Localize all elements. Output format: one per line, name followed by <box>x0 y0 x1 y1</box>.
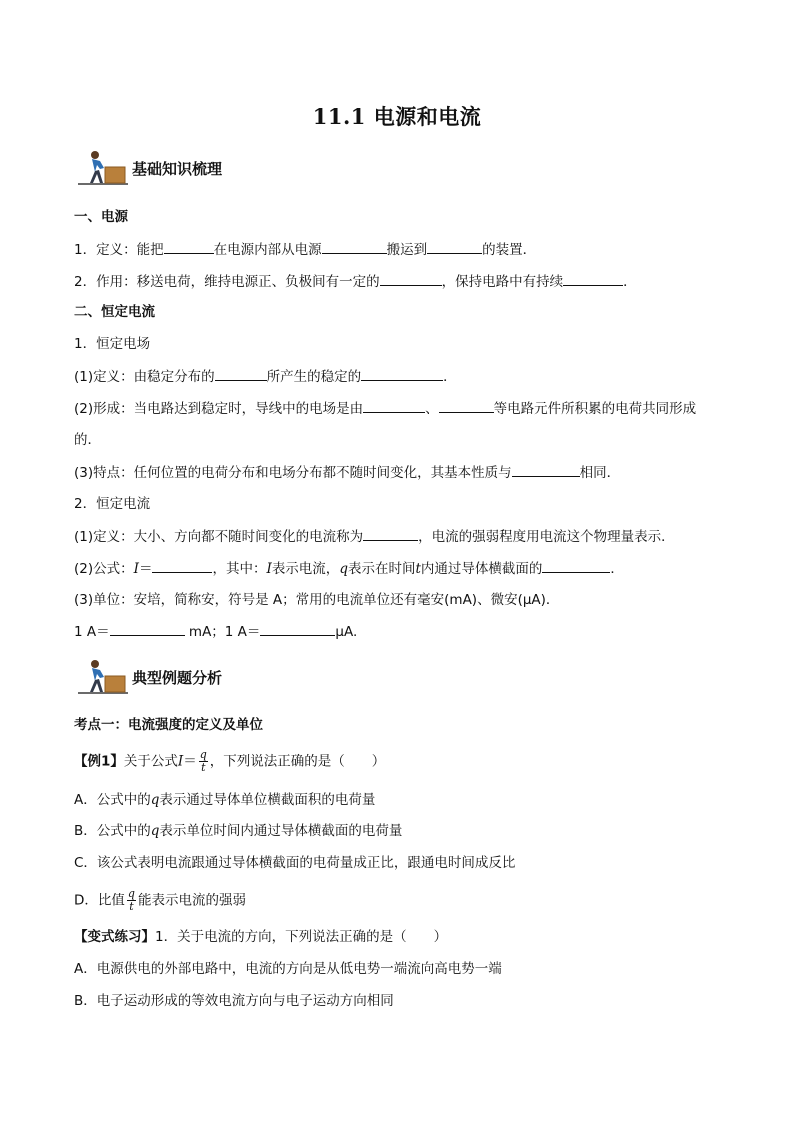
text: 1．关于电流的方向，下列说法正确的是（ ） <box>155 929 448 945</box>
variant-practice-question <box>74 928 447 946</box>
text: 的装置． <box>482 242 537 258</box>
text: ，其中： <box>212 561 267 577</box>
option-d[interactable] <box>74 888 246 913</box>
fill-blank <box>322 240 387 254</box>
text-line <box>74 399 696 418</box>
text: 在电源内部从电源 <box>213 242 322 258</box>
text: 表示电流， <box>271 561 340 577</box>
text-line: 的． <box>74 432 101 448</box>
text: 关于公式 <box>123 753 178 770</box>
subheading-steady-current: 2．恒定电流 <box>74 496 151 512</box>
text: 所产生的稳定的 <box>266 369 362 385</box>
banner-label: 典型例题分析 <box>132 669 223 687</box>
variant-option-b[interactable]: B．电子运动形成的等效电流方向与电子运动方向相同 <box>74 993 394 1009</box>
text: 能表示电流的强弱 <box>137 892 246 909</box>
section-banner-basics <box>78 150 378 186</box>
symbol-q: q <box>150 823 160 839</box>
text: ． <box>623 274 637 290</box>
text: 、 <box>425 401 439 417</box>
numerator: q <box>199 748 207 761</box>
text: (2)形成：当电路达到稳定时，导线中的电场是由 <box>74 401 364 417</box>
text: (1)定义：由稳定分布的 <box>74 369 215 385</box>
symbol-t: t <box>415 561 421 577</box>
fill-blank <box>427 240 482 254</box>
person-pushing-box-icon <box>78 150 130 186</box>
option-a[interactable] <box>74 791 375 809</box>
text: (3)特点：任何位置的电荷分布和电场分布都不随时间变化，其基本性质与 <box>74 465 512 481</box>
text: 表示通过导体单位横截面积的电荷量 <box>159 792 376 808</box>
symbol-I: I <box>133 561 139 577</box>
text-line <box>74 240 536 259</box>
text: ，下列说法正确的是（ ） <box>209 753 386 770</box>
fill-blank <box>563 272 623 286</box>
fill-blank <box>363 399 425 413</box>
text: 内通过导体横截面的 <box>420 561 543 577</box>
symbol-I: I <box>266 561 272 577</box>
example-1-question <box>74 749 385 774</box>
text: D．比值 <box>74 892 125 909</box>
variant-tag: 【变式练习】 <box>74 929 155 945</box>
section-banner-examples <box>78 659 378 695</box>
fill-blank <box>363 527 418 541</box>
text-line: (3)单位：安培，简称安，符号是 A；常用的电流单位还有毫安(mA)、微安(μA)． <box>74 592 560 608</box>
text: ＝ <box>183 753 197 770</box>
option-c[interactable]: C．该公式表明电流跟通过导体横截面的电荷量成正比，跟通电时间成反比 <box>74 855 516 871</box>
fill-blank <box>164 240 214 254</box>
numerator: q <box>127 887 135 900</box>
text-line <box>74 367 457 386</box>
text-line <box>74 527 675 546</box>
text: 表示在时间 <box>347 561 416 577</box>
page-title: 11.1 电源和电流 <box>312 104 482 129</box>
fill-blank <box>512 463 580 477</box>
symbol-I: I <box>177 753 184 770</box>
text: ，保持电路中有持续 <box>441 274 564 290</box>
text: 1．定义：能把 <box>74 242 164 258</box>
text: mA；1 A＝ <box>184 624 261 640</box>
fill-blank <box>439 399 494 413</box>
example-tag: 【例1】 <box>74 753 124 770</box>
text-line <box>74 622 357 641</box>
fill-blank <box>260 622 335 636</box>
denominator: t <box>129 900 134 913</box>
fraction-q-over-t <box>199 749 208 774</box>
text: (1)定义：大小、方向都不随时间变化的电流称为 <box>74 529 364 545</box>
fill-blank <box>380 272 442 286</box>
variant-option-a[interactable]: A．电源供电的外部电路中，电流的方向是从低电势一端流向高电势一端 <box>74 961 502 977</box>
heading-power-source: 一、电源 <box>74 209 128 225</box>
text: (2)公式： <box>74 561 134 577</box>
fraction-q-over-t <box>127 888 136 913</box>
text: 表示单位时间内通过导体横截面的电荷量 <box>159 823 403 839</box>
text-line <box>74 559 624 578</box>
text: ，电流的强弱程度用电流这个物理量表示． <box>418 529 675 545</box>
banner-label: 基础知识梳理 <box>132 160 223 178</box>
text: 2．作用：移送电荷，维持电源正、负极间有一定的 <box>74 274 380 290</box>
text: ． <box>610 561 624 577</box>
symbol-q: q <box>339 561 348 577</box>
heading-topic-one: 考点一：电流强度的定义及单位 <box>74 717 263 733</box>
text: 搬运到 <box>386 242 428 258</box>
person-pushing-box-icon <box>78 659 130 695</box>
text-line <box>74 463 620 482</box>
text: ＝ <box>138 561 153 577</box>
fill-blank <box>110 622 185 636</box>
fill-blank <box>542 559 610 573</box>
text: 相同． <box>579 465 621 481</box>
fill-blank <box>215 367 267 381</box>
text: μA. <box>335 624 358 640</box>
fill-blank <box>152 559 212 573</box>
text: 1 A＝ <box>74 624 110 640</box>
option-b[interactable] <box>74 822 402 840</box>
text-line <box>74 272 637 291</box>
text: B．公式中的 <box>74 823 151 839</box>
subheading-steady-field: 1．恒定电场 <box>74 336 151 352</box>
denominator: t <box>201 761 206 774</box>
symbol-q: q <box>150 792 160 808</box>
text: 等电路元件所积累的电荷共同形成 <box>493 401 697 417</box>
text: ． <box>443 369 457 385</box>
text: A．公式中的 <box>74 792 151 808</box>
fill-blank <box>361 367 443 381</box>
heading-steady-current: 二、恒定电流 <box>74 304 155 320</box>
